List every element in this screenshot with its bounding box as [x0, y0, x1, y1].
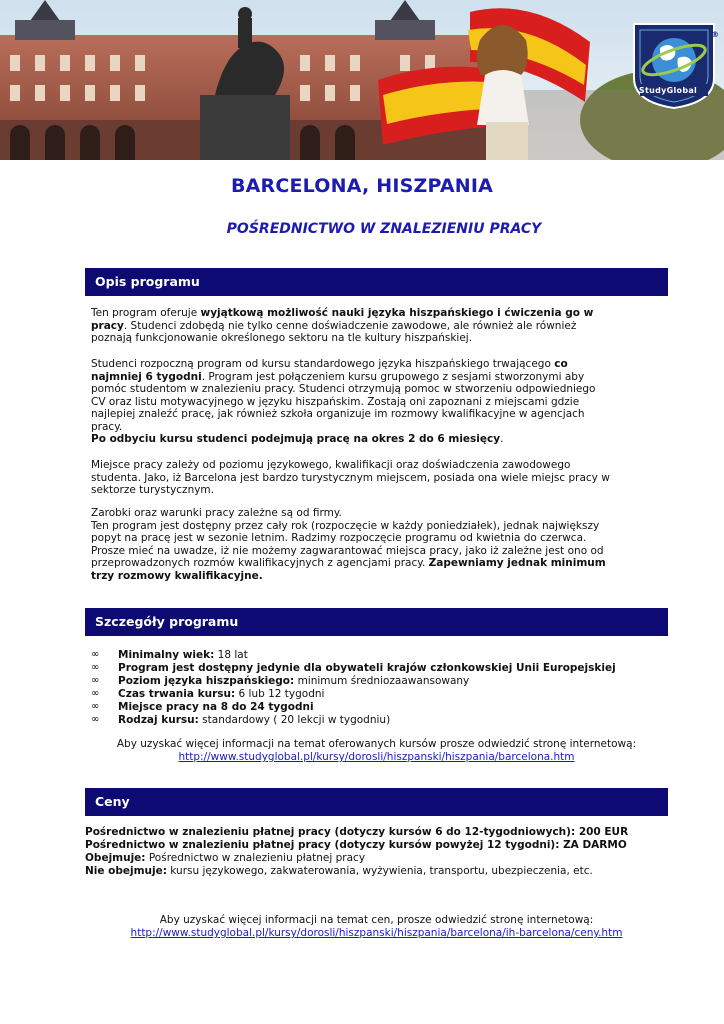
infinity-bullet-icon: ∞	[91, 649, 100, 660]
prices-info: Aby uzyskać więcej informacji na temat cen, prosze odwiedzić stronę internetową: http://www.studyglobal.pl/kursy/dorosli/hiszpanski/hiszpania/barcelona/ih-barcelona/ceny.htm	[130, 914, 623, 939]
list-item: ∞ Program jest dostępny jedynie dla obywateli krajów członkowskiej Unii Europejskiej	[91, 661, 616, 674]
opis-paragraph-5: Zarobki oraz warunki pracy zależne są od firmy. Ten program jest dostępny przez cały rok (rozpoczęcie w każdy poniedziałek), jednak największy popyt na pracę jest w sezonie letnim. Radzimy rozpoczęcie programu od kwietnia do czerwca. Prosze mieć na uwadze, iż nie możemy zagwarantować miejsca pracy, jako iż zależne jest ono od przeprowadzonych rozmów kwalifikacyjnych z agencjami pracy. Zapewniamy jednak minimum trzy rozmowy kwalifikacyjne.	[91, 507, 606, 582]
logo-text: StudyGlobal	[638, 86, 698, 95]
list-item: ∞ Poziom języka hiszpańskiego: minimum średniozaawansowany	[91, 674, 470, 687]
opis-paragraph-4: Miejsce pracy zależy od poziomu językowego, kwalifikacji oraz doświadczenia zawodowego studenta. Jako, iż Barcelona jest bardzo turystycznym miejscem, posiada ona wiele miejsc pracy w sektorze turystycznym.	[91, 459, 610, 497]
prices-link[interactable]: http://www.studyglobal.pl/kursy/dorosli/hiszpanski/hiszpania/barcelona/ih-barcelona/ceny.htm	[130, 927, 623, 939]
courses-link[interactable]: http://www.studyglobal.pl/kursy/dorosli/hiszpanski/hiszpania/barcelona.htm	[178, 751, 575, 763]
list-item: ∞ Minimalny wiek: 18 lat	[91, 649, 248, 661]
infinity-bullet-icon: ∞	[91, 687, 100, 699]
infinity-bullet-icon: ∞	[91, 661, 100, 673]
list-item: ∞ Miejsce pracy na 8 do 24 tygodni	[91, 700, 314, 713]
details-list	[91, 649, 631, 726]
prices-block	[85, 826, 645, 878]
infinity-bullet-icon: ∞	[91, 674, 100, 686]
page-title: BARCELONA, HISZPANIA	[230, 175, 494, 197]
opis-paragraph-2: Studenci rozpoczną program od kursu standardowego języka hiszpańskiego trwającego co najmniej 6 tygodni. Program jest połączeniem kursu grupowego z sesjami stworzonymi aby pomóc studentom w znalezieniu pracy. Studenci otrzymują pomoc w stworzeniu odpowiedniego CV oraz listu motywacyjnego w języku hiszpańskim. Zostają oni zapoznani z miejscami gdzie najlepiej znaleźć pracę, jak również szkoła organizuje im rozmowy kwalifikacyjne w agencjach pracy.	[91, 358, 596, 433]
price-line-1: Pośrednictwo w znalezieniu płatnej pracy (dotyczy kursów 6 do 12-tygodniowych): 200 EUR	[85, 826, 629, 838]
page-subtitle: POŚREDNICTWO W ZNALEZIENIU PRACY	[226, 221, 542, 237]
section-header-ceny: Ceny	[85, 788, 668, 816]
section-header-opis: Opis programu	[85, 268, 668, 296]
list-item: ∞ Czas trwania kursu: 6 lub 12 tygodni	[91, 687, 325, 700]
banner-illustration	[0, 0, 724, 160]
includes-line: Obejmuje: Pośrednictwo w znalezieniu płatnej pracy	[85, 852, 366, 864]
opis-paragraph-1: Ten program oferuje wyjątkową możliwość nauki języka hiszpańskiego i ćwiczenia go w pracy. Studenci zdobędą nie tylko cenne doświadczenie zawodowe, ale również ale również poznają funkcjonowanie określonego sektoru na tle kultury hiszpańskiej.	[91, 307, 594, 345]
excludes-line: Nie obejmuje: kursu językowego, zakwaterowania, wyżywienia, transportu, ubezpieczenia, etc.	[85, 865, 593, 877]
section-header-szczegoly: Szczegóły programu	[85, 608, 668, 636]
infinity-bullet-icon: ∞	[91, 713, 100, 725]
registered-mark: ®	[711, 30, 719, 39]
header-banner-image	[0, 0, 724, 160]
infinity-bullet-icon: ∞	[91, 700, 100, 712]
opis-paragraph-3: Po odbyciu kursu studenci podejmują pracę na okres 2 do 6 miesięcy.	[91, 433, 504, 445]
price-line-2: Pośrednictwo w znalezieniu płatnej pracy (dotyczy kursów powyżej 12 tygodni): ZA DARMO	[85, 839, 627, 851]
details-info: Aby uzyskać więcej informacji na temat oferowanych kursów prosze odwiedzić stronę internetową: http://www.studyglobal.pl/kursy/dorosli/hiszpanski/hiszpania/barcelona.htm	[116, 738, 637, 763]
list-item: ∞ Rodzaj kursu: standardowy ( 20 lekcji w tygodniu)	[91, 713, 391, 726]
studyglobal-logo	[630, 18, 718, 110]
